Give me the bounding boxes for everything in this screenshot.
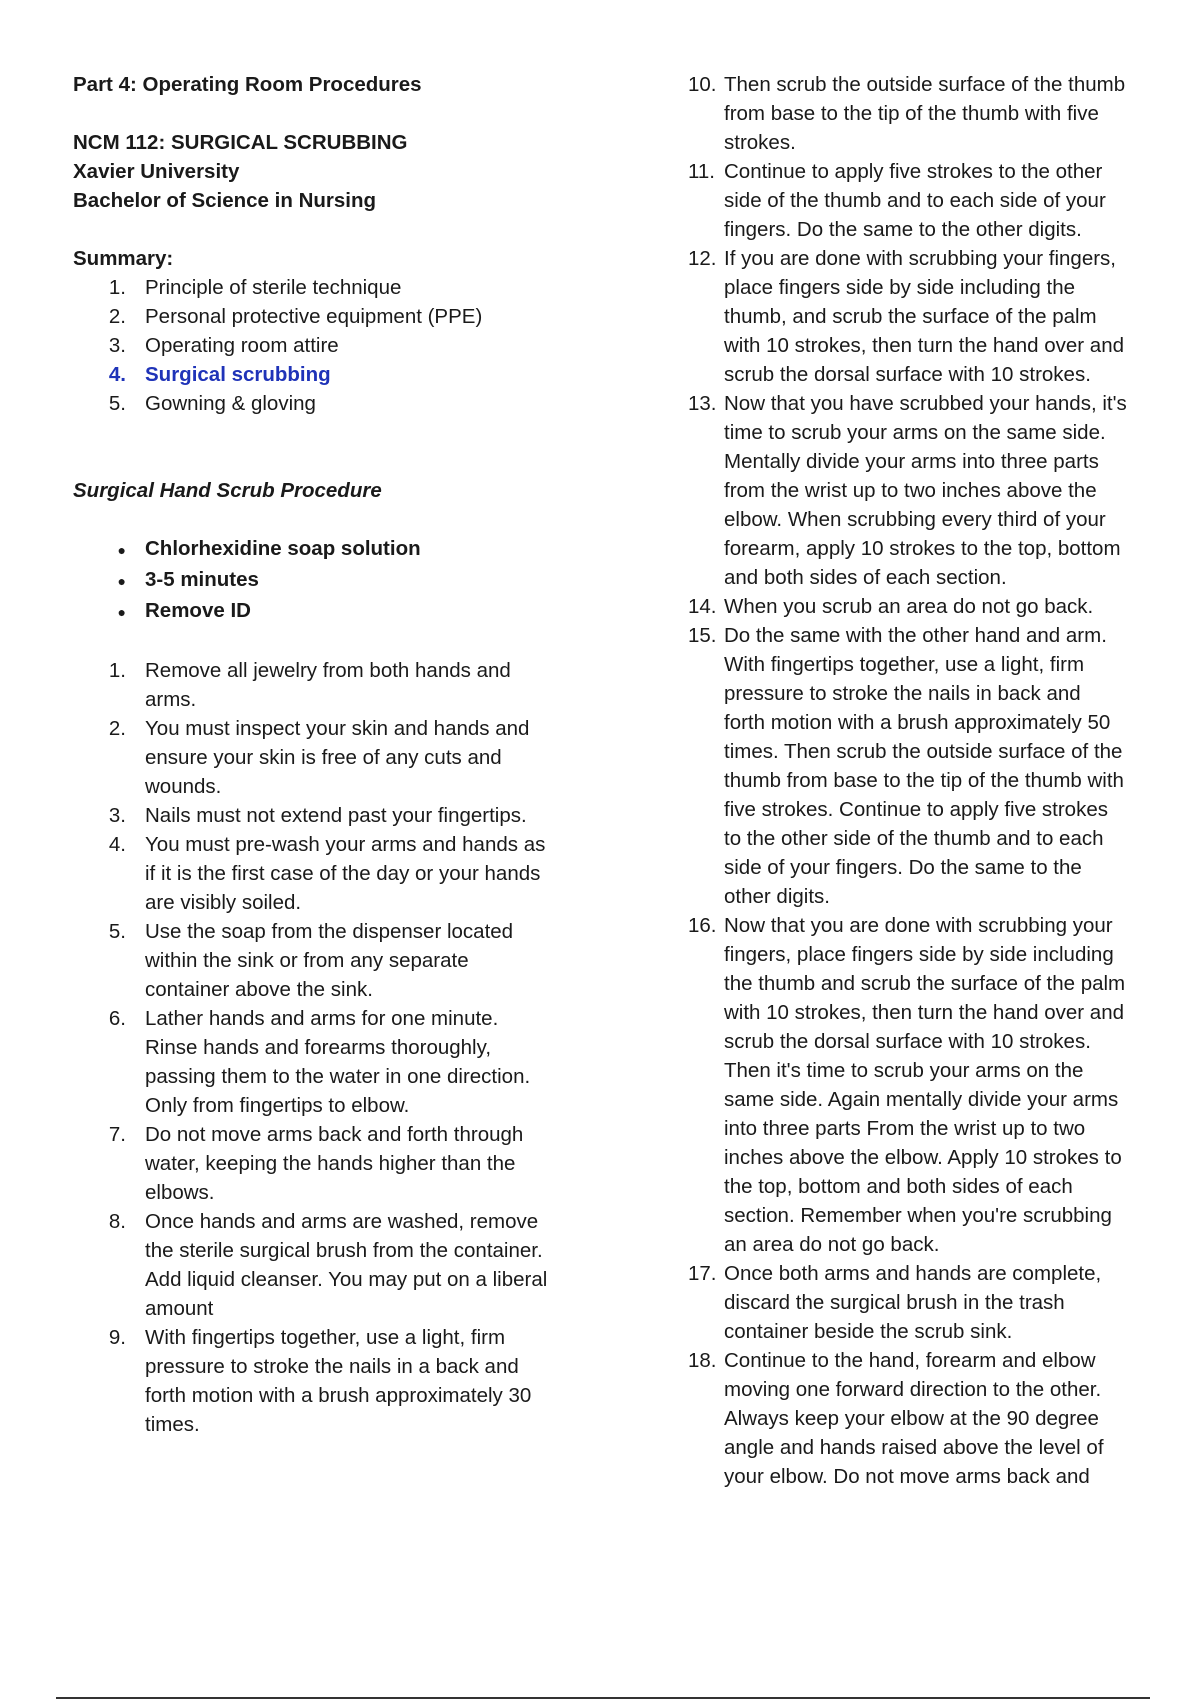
step-line: ensure your skin is free of any cuts and (145, 746, 502, 769)
step-line: thumb, and scrub the surface of the palm (724, 305, 1097, 328)
course-title: NCM 112: SURGICAL SCRUBBING (73, 131, 408, 154)
step-text (145, 656, 603, 714)
step-text (724, 244, 1168, 389)
step-text (145, 1323, 603, 1439)
step-line: the top, bottom and both sides of each (724, 1175, 1073, 1198)
step-number: 18. (688, 1349, 717, 1372)
step-line: container beside the scrub sink. (724, 1320, 1013, 1343)
step-number: 10. (688, 73, 717, 96)
step-line: Then it's time to scrub your arms on the (724, 1059, 1084, 1082)
step-line: Lather hands and arms for one minute. (145, 1007, 499, 1030)
step-line: Once both arms and hands are complete, (724, 1262, 1102, 1285)
step-number: 9. (108, 1326, 126, 1349)
bullet-item: ● Remove ID (117, 599, 251, 622)
step-line: Always keep your elbow at the 90 degree (724, 1407, 1099, 1430)
step-line: strokes. (724, 131, 796, 154)
step-line: other digits. (724, 885, 830, 908)
step-line: forth motion with a brush approximately 50 (724, 711, 1111, 734)
step-text (724, 1346, 1168, 1491)
step-number: 14. (688, 595, 717, 618)
step-line: into three parts From the wrist up to two (724, 1117, 1086, 1140)
step-line: You must inspect your skin and hands and (145, 717, 530, 740)
step-line: your elbow. Do not move arms back and (724, 1465, 1090, 1488)
step-line: Now that you are done with scrubbing your (724, 914, 1113, 937)
step-number: 17. (688, 1262, 717, 1285)
step-item (73, 656, 603, 714)
step-line: elbow. When scrubbing every third of your (724, 508, 1106, 531)
step-line: passing them to the water in one direction. (145, 1065, 531, 1088)
step-line: the sterile surgical brush from the container. (145, 1239, 543, 1262)
step-text (724, 389, 1168, 592)
step-line: inches above the elbow. Apply 10 strokes to (724, 1146, 1122, 1169)
step-line: five strokes. Continue to apply five strokes (724, 798, 1108, 821)
procedure-title: Surgical Hand Scrub Procedure (73, 479, 382, 502)
step-line: Do not move arms back and forth through (145, 1123, 524, 1146)
step-line: side of the thumb and to each side of your (724, 189, 1106, 212)
step-item (688, 244, 1168, 389)
step-number: 5. (108, 920, 126, 943)
step-line: an area do not go back. (724, 1233, 940, 1256)
summary-item: 2. Personal protective equipment (PPE) (108, 305, 483, 328)
bullet-item: ● Chlorhexidine soap solution (117, 537, 421, 560)
step-number: 7. (108, 1123, 126, 1146)
step-line: forearm, apply 10 strokes to the top, bottom (724, 537, 1121, 560)
step-line: are visibly soiled. (145, 891, 302, 914)
step-line: and both sides of each section. (724, 566, 1007, 589)
step-item (73, 801, 603, 830)
step-item (688, 157, 1168, 244)
step-item (73, 1004, 603, 1120)
university-name: Xavier University (73, 160, 240, 183)
step-item (73, 830, 603, 917)
step-line: Only from fingertips to elbow. (145, 1094, 410, 1117)
step-item (688, 70, 1168, 157)
step-line: place fingers side by side including the (724, 276, 1075, 299)
step-line: pressure to stroke the nails in back and (724, 682, 1081, 705)
step-line: elbows. (145, 1181, 215, 1204)
step-line: arms. (145, 688, 197, 711)
step-line: With fingertips together, use a light, firm (724, 653, 1085, 676)
step-line: Rinse hands and forearms thoroughly, (145, 1036, 492, 1059)
step-line: side of your fingers. Do the same to the (724, 856, 1082, 879)
step-line: Add liquid cleanser. You may put on a liberal (145, 1268, 548, 1291)
step-line: with 10 strokes, then turn the hand over and (724, 334, 1125, 357)
step-line: fingers. Do the same to the other digits. (724, 218, 1082, 241)
step-line: from base to the tip of the thumb with five (724, 102, 1099, 125)
step-text (145, 714, 603, 801)
step-item (688, 1346, 1168, 1491)
step-item (73, 1120, 603, 1207)
step-line: same side. Again mentally divide your arms (724, 1088, 1119, 1111)
bullet-item: ● 3-5 minutes (117, 568, 259, 591)
step-number: 13. (688, 392, 717, 415)
step-number: 2. (108, 717, 126, 740)
step-line: water, keeping the hands higher than the (145, 1152, 516, 1175)
step-number: 12. (688, 247, 717, 270)
step-line: angle and hands raised above the level of (724, 1436, 1104, 1459)
step-line: thumb from base to the tip of the thumb with (724, 769, 1124, 792)
step-item (73, 1323, 603, 1439)
part-title: Part 4: Operating Room Procedures (73, 73, 422, 96)
step-number: 11. (688, 160, 715, 183)
step-line: times. Then scrub the outside surface of the (724, 740, 1123, 763)
step-line: discard the surgical brush in the trash (724, 1291, 1065, 1314)
step-text (145, 1207, 603, 1323)
step-item (73, 1207, 603, 1323)
step-line: Do the same with the other hand and arm. (724, 624, 1107, 647)
step-line: fingers, place fingers side by side including (724, 943, 1114, 966)
step-line: to the other side of the thumb and to each (724, 827, 1104, 850)
step-item (688, 389, 1168, 592)
step-text (724, 70, 1168, 157)
step-text (145, 830, 603, 917)
step-line: section. Remember when you're scrubbing (724, 1204, 1112, 1227)
step-line: time to scrub your arms on the same side. (724, 421, 1106, 444)
step-item (73, 714, 603, 801)
step-item (688, 1259, 1168, 1346)
step-line: Remove all jewelry from both hands and (145, 659, 511, 682)
step-number: 3. (108, 804, 126, 827)
step-text (724, 157, 1168, 244)
steps-list-left (73, 656, 603, 1439)
step-text (145, 801, 603, 830)
step-line: within the sink or from any separate (145, 949, 469, 972)
step-item (73, 917, 603, 1004)
step-line: Continue to the hand, forearm and elbow (724, 1349, 1096, 1372)
step-text (724, 621, 1168, 911)
steps-list-right (688, 70, 1168, 1491)
summary-item: 3. Operating room attire (108, 334, 339, 357)
step-line: moving one forward direction to the other. (724, 1378, 1102, 1401)
step-line: Now that you have scrubbed your hands, it's (724, 392, 1127, 415)
step-line: the thumb and scrub the surface of the palm (724, 972, 1126, 995)
step-line: with 10 strokes, then turn the hand over and (724, 1001, 1125, 1024)
summary-title: Summary: (73, 247, 174, 270)
step-line: pressure to stroke the nails in a back and (145, 1355, 519, 1378)
step-line: When you scrub an area do not go back. (724, 595, 1094, 618)
step-number: 16. (688, 914, 717, 937)
step-item (688, 911, 1168, 1259)
step-number: 8. (108, 1210, 126, 1233)
summary-item: 1. Principle of sterile technique (108, 276, 402, 299)
summary-list (73, 273, 603, 418)
step-line: If you are done with scrubbing your fingers, (724, 247, 1116, 270)
step-text (724, 1259, 1168, 1346)
step-text (145, 917, 603, 1004)
step-line: You must pre-wash your arms and hands as (145, 833, 546, 856)
bullet-list (73, 534, 603, 627)
step-line: scrub the dorsal surface with 10 strokes. (724, 1030, 1091, 1053)
left-column (73, 70, 603, 1439)
step-number: 6. (108, 1007, 126, 1030)
step-line: Use the soap from the dispenser located (145, 920, 514, 943)
step-text (145, 1004, 603, 1120)
step-line: times. (145, 1413, 200, 1436)
summary-item-current: 4. Surgical scrubbing (108, 363, 331, 386)
summary-item: 5. Gowning & gloving (108, 392, 316, 415)
step-number: 15. (688, 624, 717, 647)
step-line: Continue to apply five strokes to the other (724, 160, 1103, 183)
step-line: Nails must not extend past your fingertips. (145, 804, 527, 827)
step-line: from the wrist up to two inches above the (724, 479, 1097, 502)
step-line: container above the sink. (145, 978, 373, 1001)
step-line: scrub the dorsal surface with 10 strokes. (724, 363, 1091, 386)
step-line: forth motion with a brush approximately 30 (145, 1384, 532, 1407)
step-line: wounds. (145, 775, 222, 798)
program-name: Bachelor of Science in Nursing (73, 189, 377, 212)
step-number: 1. (108, 659, 126, 682)
step-number: 4. (108, 833, 126, 856)
step-text (145, 1120, 603, 1207)
step-text (724, 911, 1168, 1259)
step-line: Once hands and arms are washed, remove (145, 1210, 539, 1233)
step-line: amount (145, 1297, 214, 1320)
step-line: Mentally divide your arms into three parts (724, 450, 1099, 473)
footer-divider (56, 1697, 1150, 1699)
step-line: With fingertips together, use a light, firm (145, 1326, 506, 1349)
step-line: if it is the first case of the day or your hands (145, 862, 541, 885)
step-item (688, 592, 1168, 621)
step-item (688, 621, 1168, 911)
step-text (724, 592, 1168, 621)
right-column (688, 70, 1168, 1491)
step-line: Then scrub the outside surface of the thumb (724, 73, 1126, 96)
